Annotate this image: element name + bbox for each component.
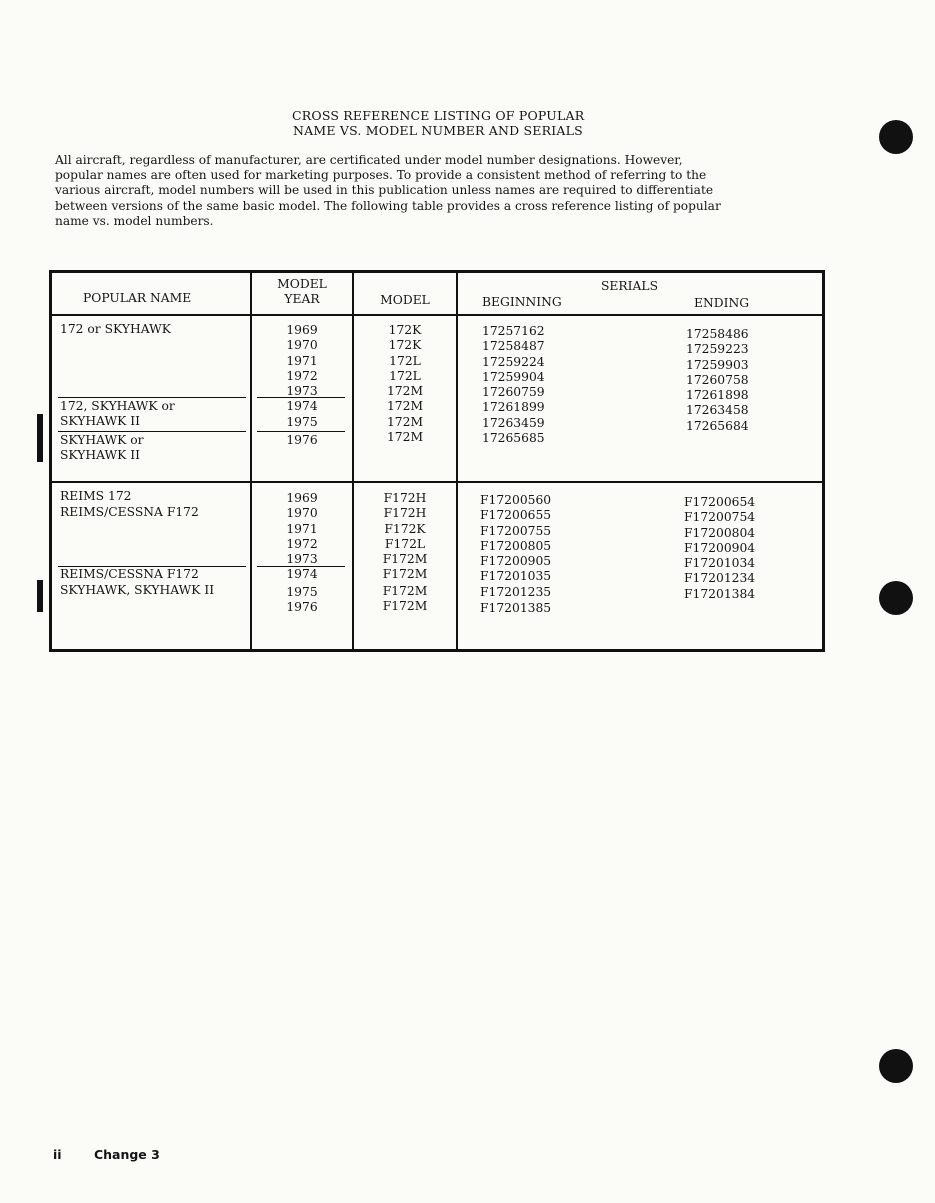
intro-line: between versions of the same basic model. The following table provides a cross reference listing of popular xyxy=(55,198,721,213)
model-cell: F172M xyxy=(382,583,428,598)
ending-serial: 17259223 xyxy=(686,342,749,357)
ending-serial: 17259903 xyxy=(686,357,749,372)
beginning-serial: 17259904 xyxy=(482,369,545,384)
year-column xyxy=(252,323,352,448)
model-cell: 172L xyxy=(389,353,421,368)
ending-serial-column xyxy=(686,327,749,434)
model-cell: 172M xyxy=(386,399,424,414)
model-cell: 172K xyxy=(388,323,422,337)
ending-serial: 17265684 xyxy=(686,418,749,433)
beginning-serial-column xyxy=(480,493,551,616)
header-popular-name: POPULAR NAME xyxy=(83,291,192,305)
year-cell: 1969 xyxy=(286,491,318,505)
intro-line: various aircraft, model numbers will be used in this publication unless names are required to differentiate xyxy=(55,183,714,198)
intro-line: popular names are often used for marketing purposes. To provide a consistent method of referring to the xyxy=(55,168,707,183)
change-bar xyxy=(37,580,43,612)
year-cell: 1973 xyxy=(286,552,318,567)
model-column xyxy=(354,323,456,445)
model-cell: F172H xyxy=(383,491,427,505)
beginning-serial: F17201385 xyxy=(480,601,552,616)
beginning-serial: 17259224 xyxy=(482,354,545,369)
year-cell: 1970 xyxy=(286,506,318,521)
ending-serial: 17263458 xyxy=(686,403,749,418)
ending-serial: F17200904 xyxy=(684,540,756,555)
row-separator xyxy=(58,431,246,432)
beginning-serial: 17260759 xyxy=(482,385,545,400)
beginning-serial: F17201035 xyxy=(480,569,552,584)
beginning-serial: 17257162 xyxy=(482,324,545,338)
ending-serial: 17258486 xyxy=(686,327,749,341)
ending-serial: F17201384 xyxy=(684,586,756,601)
popular-name: REIMS 172 xyxy=(60,489,132,503)
popular-name: REIMS/CESSNA F172 xyxy=(60,505,199,519)
page-footer xyxy=(53,1147,188,1162)
change-label: Change 3 xyxy=(93,1147,160,1162)
header-model-year-line1: MODEL xyxy=(277,277,327,291)
model-cell: 172L xyxy=(389,368,421,383)
year-cell: 1971 xyxy=(286,353,318,368)
model-cell: 172K xyxy=(388,338,422,353)
year-cell: 1975 xyxy=(286,584,318,599)
popular-name: REIMS/CESSNA F172 xyxy=(60,567,199,581)
model-cell: F172M xyxy=(382,599,428,614)
header-serials: SERIALS xyxy=(601,279,658,293)
year-cell: 1969 xyxy=(286,323,318,337)
beginning-serial: 17258487 xyxy=(482,339,545,354)
header-divider xyxy=(52,314,822,316)
ending-serial: 17261898 xyxy=(686,388,749,403)
punch-hole xyxy=(879,1049,913,1083)
intro-paragraph xyxy=(55,153,805,229)
year-cell: 1972 xyxy=(286,536,318,551)
change-bar xyxy=(37,414,43,462)
model-cell: F172M xyxy=(382,552,428,567)
header-model-year-line2: YEAR xyxy=(284,292,320,306)
group-divider xyxy=(52,481,822,483)
beginning-serial: F17200905 xyxy=(480,554,552,569)
ending-serial: F17201034 xyxy=(684,556,756,571)
header-model: MODEL xyxy=(380,293,430,307)
year-cell: 1976 xyxy=(286,433,318,448)
ending-serial: 17260758 xyxy=(686,372,749,387)
page-number: ii xyxy=(53,1147,62,1162)
header-ending: ENDING xyxy=(694,296,750,310)
beginning-serial: F17200560 xyxy=(480,493,552,507)
year-cell: 1973 xyxy=(286,384,318,399)
year-cell: 1976 xyxy=(286,600,318,615)
model-column xyxy=(354,491,456,614)
header-beginning: BEGINNING xyxy=(482,295,562,309)
model-cell: 172M xyxy=(386,414,424,429)
model-cell: 172M xyxy=(386,430,424,445)
model-cell: 172M xyxy=(386,384,424,399)
year-cell: 1970 xyxy=(286,338,318,353)
intro-line: name vs. model numbers. xyxy=(55,213,214,228)
intro-line: All aircraft, regardless of manufacturer, are certificated under model number designations. However, xyxy=(55,153,683,167)
beginning-serial: F17200805 xyxy=(480,538,552,553)
beginning-serial: F17200755 xyxy=(480,523,552,538)
model-cell: F172K xyxy=(384,521,426,536)
beginning-serial: F17200655 xyxy=(480,508,552,523)
cross-reference-table xyxy=(49,270,825,652)
beginning-serial: 17261899 xyxy=(482,400,545,415)
title-line-2: NAME VS. MODEL NUMBER AND SERIALS xyxy=(293,123,583,138)
ending-serial: F17200654 xyxy=(684,495,756,509)
title-line-1: CROSS REFERENCE LISTING OF POPULAR xyxy=(292,108,585,123)
ending-serial: F17201234 xyxy=(684,571,756,586)
model-cell: F172H xyxy=(383,506,427,521)
popular-name: SKYHAWK, SKYHAWK II xyxy=(60,583,215,597)
year-cell: 1974 xyxy=(286,399,318,414)
popular-name: SKYHAWK II xyxy=(60,448,140,462)
row-separator xyxy=(58,397,246,398)
year-cell: 1971 xyxy=(286,521,318,536)
column-divider xyxy=(456,273,458,649)
ending-serial-column xyxy=(684,495,755,602)
year-cell: 1975 xyxy=(286,414,318,429)
popular-name: 172 or SKYHAWK xyxy=(60,322,171,336)
model-cell: F172L xyxy=(384,536,426,551)
year-cell: 1974 xyxy=(286,567,318,582)
beginning-serial: F17201235 xyxy=(480,584,552,599)
punch-hole xyxy=(879,120,913,154)
ending-serial: F17200804 xyxy=(684,525,756,540)
punch-hole xyxy=(879,581,913,615)
year-column xyxy=(252,491,352,615)
ending-serial: F17200754 xyxy=(684,510,756,525)
popular-name: SKYHAWK II xyxy=(60,414,140,428)
beginning-serial: 17265685 xyxy=(482,431,545,446)
popular-name: 172, SKYHAWK or xyxy=(60,399,175,413)
model-cell: F172M xyxy=(382,567,428,582)
popular-name: SKYHAWK or xyxy=(60,433,144,447)
beginning-serial-column xyxy=(482,324,545,446)
page-title xyxy=(292,108,584,138)
year-cell: 1972 xyxy=(286,368,318,383)
beginning-serial: 17263459 xyxy=(482,415,545,430)
